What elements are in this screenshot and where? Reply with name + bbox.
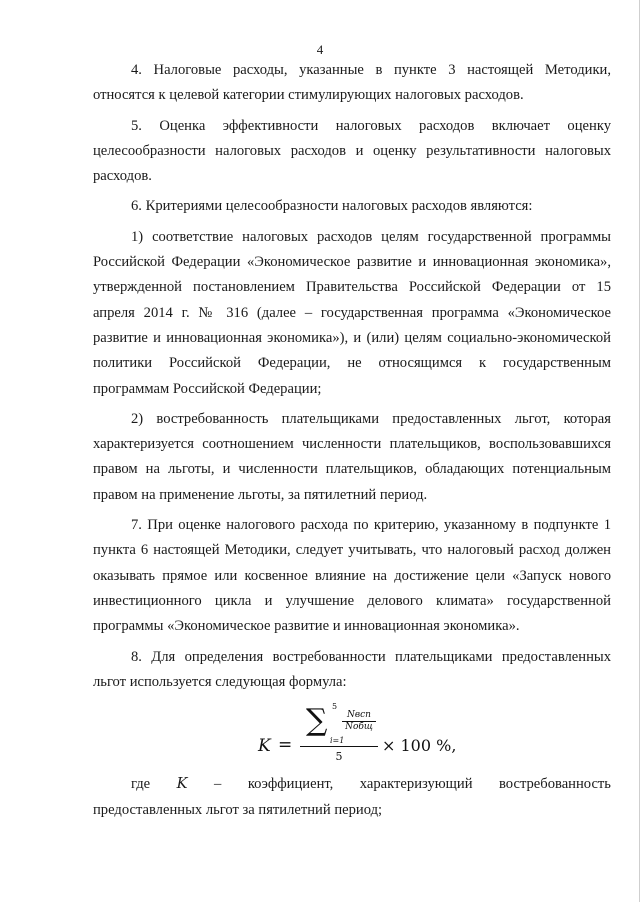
paragraph-6: 6. Критериями целесообразности налоговых расходов являются: [131,198,533,215]
formula-fraction [300,702,378,768]
paragraph-5: 5. Оценка эффективности налоговых расходов включает оценку целесообразности налоговых расходов и оценку результативности налоговых расходов. [93,117,611,185]
paragraph-8: 8. Для определения востребованности плательщиками предоставленных льгот используется следующая формула: [93,648,611,690]
definition-var: K [176,775,188,792]
page-number: 4 [316,42,324,57]
paragraph-7: 7. При оценке налогового расхода по критерию, указанному в подпункте 1 пункта 6 настоящей Методики, следует учитывать, что налоговый расход должен оказывать прямое или косвенное влияние на достижение цели «Запуск нового инвестиционного цикла и улучшение делового климата» государственной программы «Экономическое развитие и инновационная экономика». [93,517,611,635]
definition-block [93,771,611,823]
formula-equals: = [278,735,293,755]
definition-word-3: востребованность [499,776,611,792]
paragraph-6-2: 2) востребованность плательщиками предоставленных льгот, которая характеризуется соотношением численности плательщиков, воспользовавшихся правом на льготы, и численности плательщиков, обладающих потенциальным правом на применение льготы, за пятилетний период. [93,410,611,503]
sum-lower-limit: i=1 [330,736,345,745]
definition-line [93,771,611,797]
formula-tail: × 100 %, [382,736,457,755]
definition-continuation: предоставленных льгот за пятилетний период; [93,802,383,818]
inner-numerator: Nвсп [342,710,376,722]
sum-upper-limit: 5 [332,702,338,711]
fraction-bar [300,746,378,747]
inner-denominator: Nобщ [345,722,373,732]
sum-sign: ∑ [306,703,328,738]
definition-where: где [131,776,151,792]
paragraph-6-1: 1) соответствие налоговых расходов целям государственной программы Российской Федерации «Экономическое развитие и инновационная экономика», утвержденной постановлением Правительства Российской Федерации от 15 апреля 2014 г. № 316 (далее – государственная программа «Экономическое развитие и инновационная экономика»), и (или) целям социально-экономической политики Российской Федерации, не относящимся к государственным программам Российской Федерации; [93,228,611,397]
paragraph-4: 4. Налоговые расходы, указанные в пункте 3 настоящей Методики, относятся к целевой категории стимулирующих налоговых расходов. [93,62,611,104]
definition-word-1: коэффициент, [247,776,334,792]
fraction-denominator: 5 [335,750,343,763]
formula-lhs: K [258,736,271,756]
definition-word-2: характеризующий [359,776,473,792]
inner-ratio [342,710,376,733]
document-body [93,58,611,700]
definition-dash: – [214,776,222,792]
